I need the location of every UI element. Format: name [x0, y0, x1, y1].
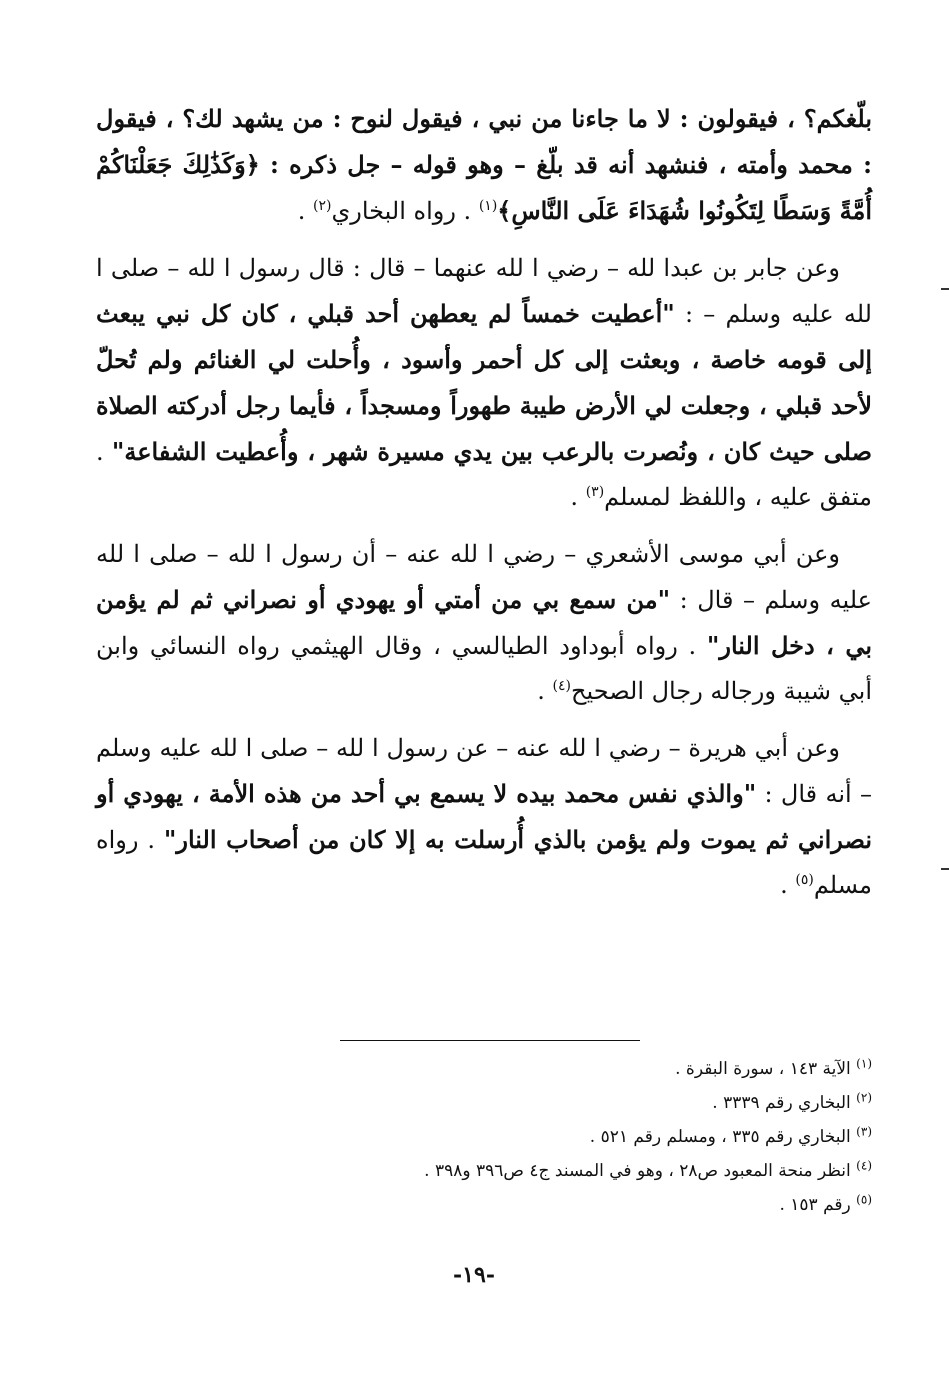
- page-number: -١٩-: [453, 1262, 495, 1288]
- paragraph: [96, 532, 872, 714]
- paragraph: [96, 96, 872, 234]
- text-run: .: [570, 483, 586, 511]
- quoted-text: بلّغكم؟ ، فيقولون : لا ما جاءنا من نبي ، فيقول لنوح : من يشهد لك؟ ، فيقول : محمد وأمته ، فنشهد أنه قد بلّغ – وهو قوله – جل ذكره : ﴿وَكَذَٰلِكَ جَعَلْنَاكُمْ أُمَّةً وَسَطًا لِتَكُونُوا شُهَدَاءَ عَلَى النَّاسِ﴾: [96, 104, 872, 225]
- margin-mark: [941, 288, 949, 290]
- text-run: . رواه مسلم: [96, 826, 872, 899]
- footnote-separator: [340, 1040, 640, 1041]
- footnote-reference: (٢): [313, 198, 332, 214]
- footnote-text: انظر منحة المعبود ص٢٨ ، وهو في المسند ج٤ ص٣٩٦ و٣٩٨ .: [424, 1161, 857, 1181]
- footnote-text: رقم ١٥٣ .: [779, 1195, 857, 1215]
- footnote-reference: (١): [478, 198, 498, 214]
- footnote-reference: (٥): [795, 872, 814, 888]
- text-run: وعن أبي هريرة – رضي ا لله عنه – عن رسول ا لله – صلى ا لله عليه وسلم – أنه قال :: [96, 734, 872, 808]
- main-text: [96, 96, 872, 920]
- footnote-mark: (٥): [856, 1192, 872, 1207]
- text-run: وعن جابر بن عبدا لله – رضي ا لله عنهما – قال : قال رسول ا لله – صلى ا لله عليه وسلم – :: [96, 254, 872, 328]
- footnote-text: الآية ١٤٣ ، سورة البقرة .: [675, 1059, 857, 1079]
- margin-mark: [941, 868, 949, 870]
- text-run: . رواه البخاري: [331, 197, 479, 225]
- footnote-mark: (١): [856, 1056, 872, 1071]
- text-run: .: [537, 677, 553, 705]
- footnote-reference: (٤): [552, 678, 571, 694]
- footnote-text: البخاري رقم ٣٣٥ ، ومسلم رقم ٥٢١ .: [589, 1127, 857, 1147]
- footnote-text: البخاري رقم ٣٣٣٩ .: [712, 1093, 857, 1113]
- footnotes: [340, 1052, 872, 1222]
- text-run: . متفق عليه ، واللفظ لمسلم: [96, 438, 872, 511]
- paragraph: [96, 726, 872, 908]
- footnote-mark: (٣): [856, 1124, 872, 1139]
- footnote-reference: (٣): [585, 484, 605, 500]
- quoted-text: "والذي نفس محمد بيده لا يسمع بي أحد من هذه الأمة ، يهودي أو نصراني ثم يموت ولم يؤمن بالذي أُرسلت به إلا كان من أصحاب النار": [96, 779, 872, 854]
- footnote: [340, 1188, 872, 1222]
- text-run: . رواه أبوداود الطيالسي ، وقال الهيثمي رواه النسائي وابن أبي شيبة ورجاله رجال الصحيح: [96, 632, 872, 705]
- quoted-text: "أعطيت خمساً لم يعطهن أحد قبلي ، كان كل نبي يبعث إلى قومه خاصة ، وبعثت إلى كل أحمر وأسود ، وأُحلت لي الغنائم ولم تُحلّ لأحد قبلي ، وجعلت لي الأرض طيبة طهوراً ومسجداً ، فأيما رجل أدركته الصلاة صلى حيث كان ، ونُصرت بالرعب بين يدي مسيرة شهر ، وأُعطيت الشفاعة": [96, 299, 873, 466]
- paragraph: [96, 246, 872, 520]
- footnote-mark: (٢): [856, 1090, 872, 1105]
- quoted-text: "من سمع بي من أمتي أو يهودي أو نصراني ثم لم يؤمن بي ، دخل النار": [96, 585, 873, 660]
- text-run: وعن أبي موسى الأشعري – رضي ا لله عنه – أن رسول ا لله – صلى ا لله عليه وسلم – قال :: [96, 540, 872, 614]
- footnote-mark: (٤): [856, 1158, 872, 1173]
- footnote: [340, 1120, 872, 1154]
- footnote: [340, 1052, 872, 1086]
- text-run: .: [780, 871, 796, 899]
- footnote: [340, 1154, 872, 1188]
- footnote: [340, 1086, 872, 1120]
- text-run: .: [297, 197, 313, 225]
